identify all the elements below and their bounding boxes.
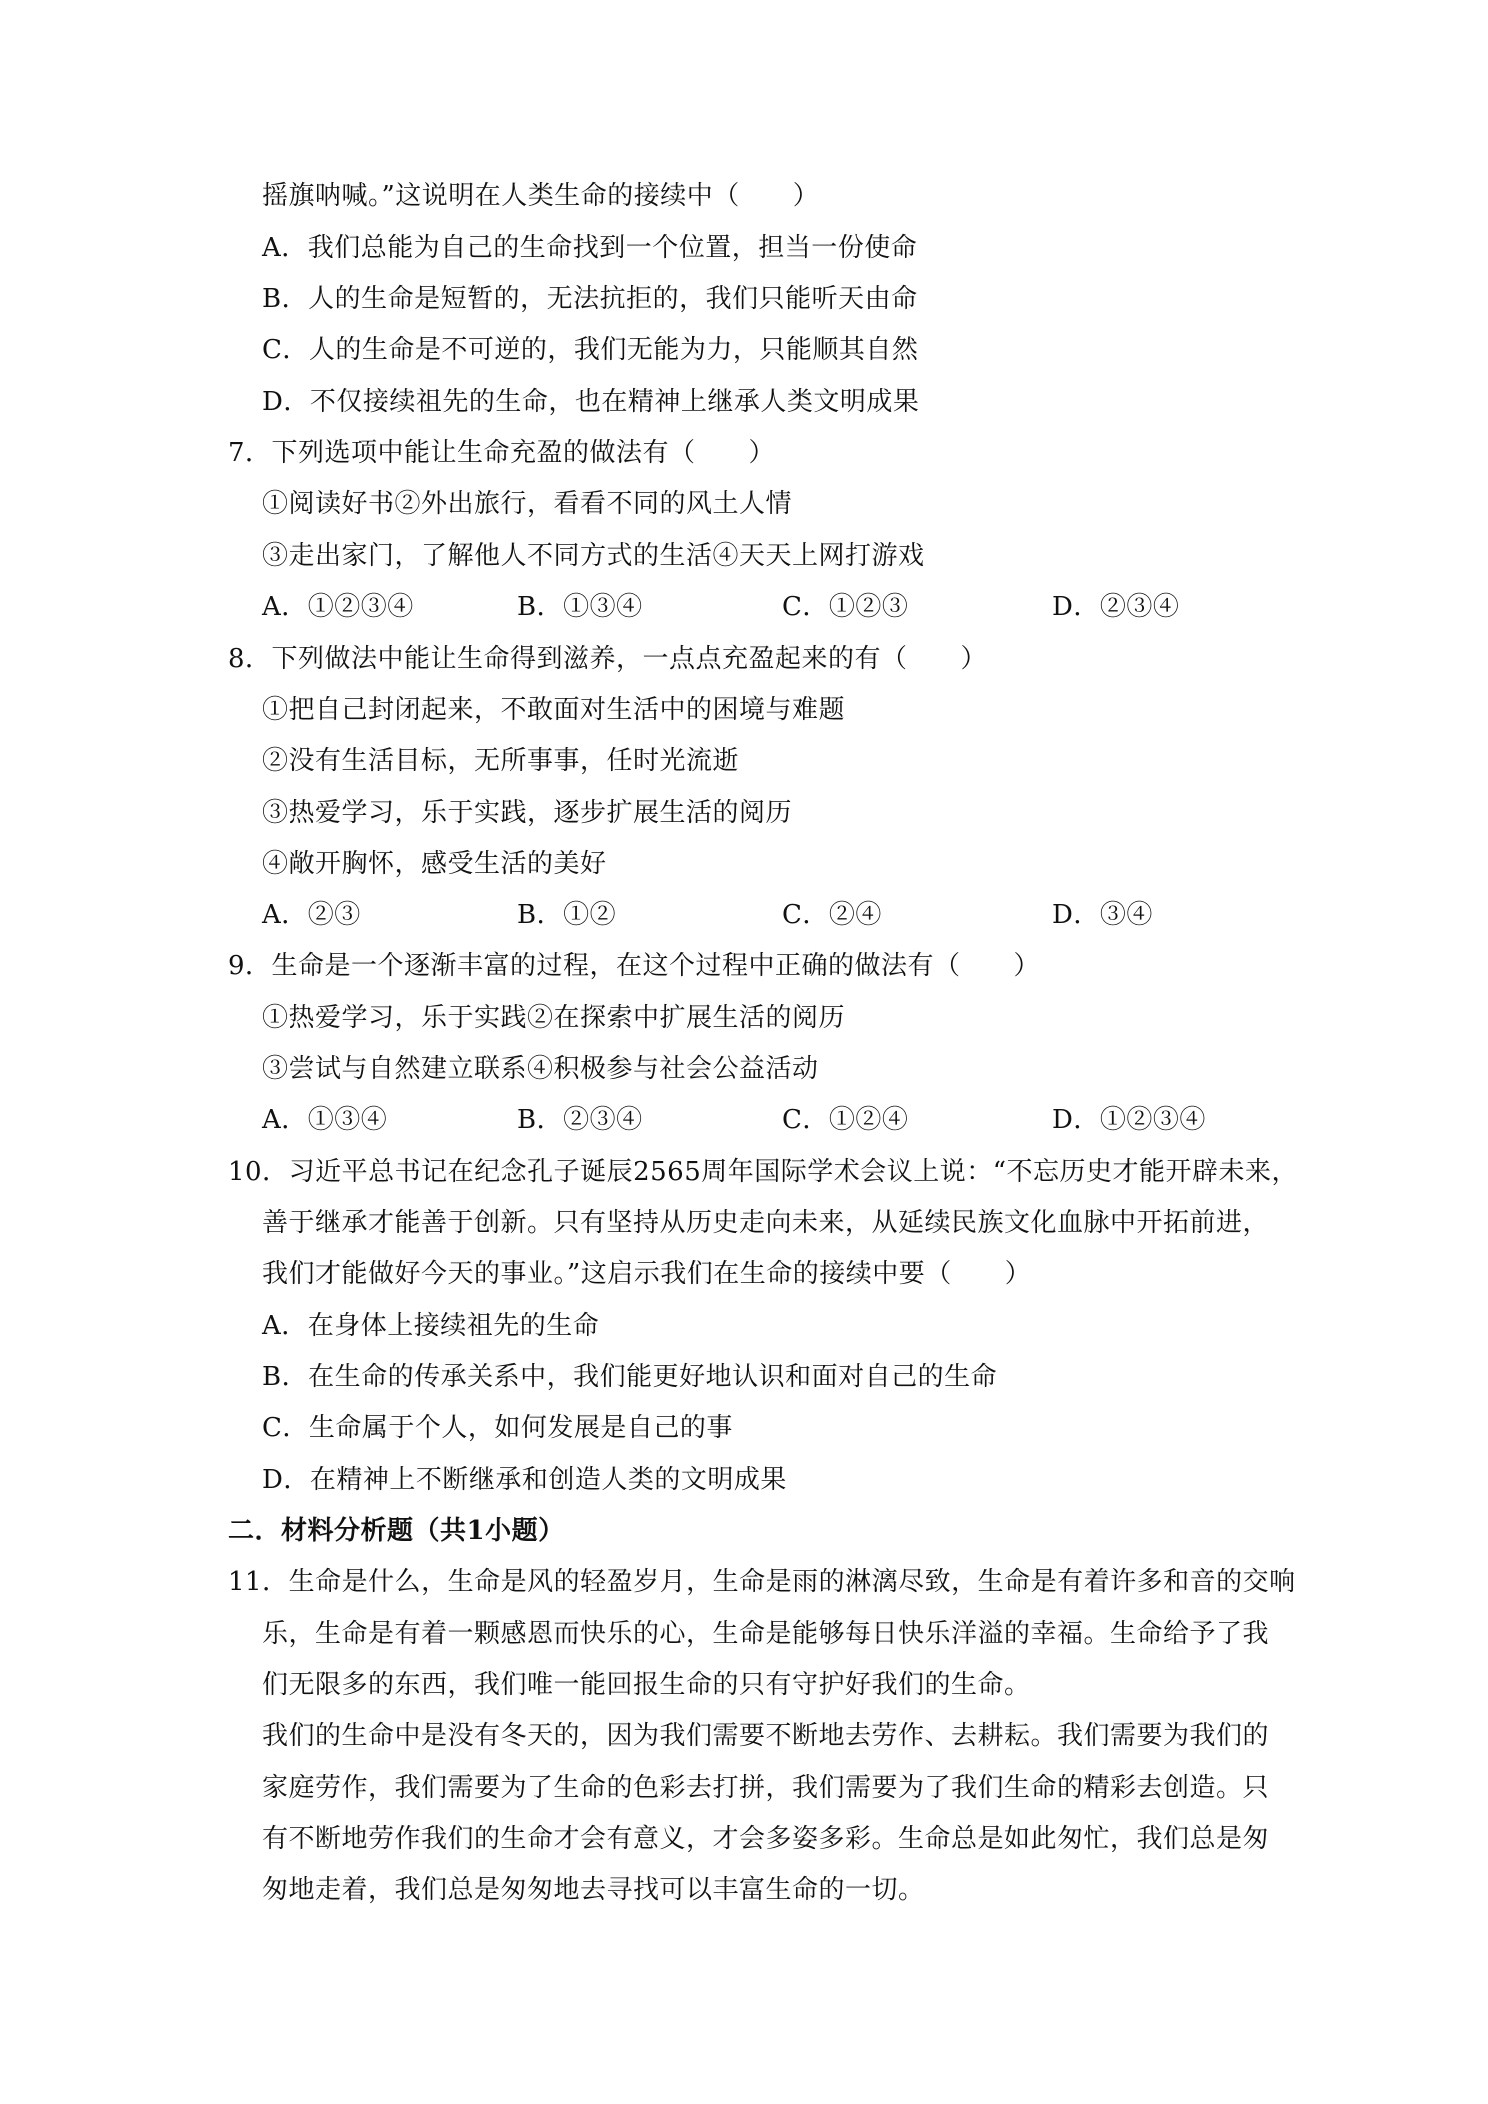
q6-option-a: A．我们总能为自己的生命找到一个位置，担当一份使命 (262, 233, 918, 263)
q11-material-line-7: 匆地走着，我们总是匆匆地去寻找可以丰富生命的一切。 (262, 1875, 925, 1905)
q7-option-d: D．②③④ (1052, 592, 1180, 622)
q7-statement-line-2: ③走出家门，了解他人不同方式的生活④天天上网打游戏 (262, 541, 925, 571)
q8-option-c: C．②④ (782, 900, 882, 930)
q7-option-b: B．①③④ (517, 592, 643, 622)
section-heading-material-analysis: 二．材料分析题（共1小题） (228, 1516, 565, 1546)
q8-statement-2: ②没有生活目标，无所事事，任时光流逝 (262, 746, 740, 776)
q9-statement-line-2: ③尝试与自然建立联系④积极参与社会公益活动 (262, 1054, 819, 1084)
q9-option-d: D．①②③④ (1052, 1105, 1206, 1135)
q10-stem-line-1: 10．习近平总书记在纪念孔子诞辰2565周年国际学术会议上说：“不忘历史才能开辟未来， (228, 1157, 1299, 1187)
q7-stem: 7．下列选项中能让生命充盈的做法有（ ） (228, 438, 776, 468)
q7-statement-line-1: ①阅读好书②外出旅行，看看不同的风土人情 (262, 489, 793, 519)
q9-option-c: C．①②④ (782, 1105, 909, 1135)
q11-material-line-2: 乐，生命是有着一颗感恩而快乐的心，生命是能够每日快乐洋溢的幸福。生命给予了我 (262, 1619, 1270, 1649)
q11-material-line-5: 家庭劳作，我们需要为了生命的色彩去打拼，我们需要为了我们生命的精彩去创造。只 (262, 1773, 1270, 1803)
q10-option-b: B．在生命的传承关系中，我们能更好地认识和面对自己的生命 (262, 1362, 998, 1392)
q9-statement-line-1: ①热爱学习，乐于实践②在探索中扩展生活的阅历 (262, 1003, 846, 1033)
q11-material-line-3: 们无限多的东西，我们唯一能回报生命的只有守护好我们的生命。 (262, 1670, 1031, 1700)
q8-option-b: B．①② (517, 900, 617, 930)
q11-material-line-6: 有不断地劳作我们的生命才会有意义，才会多姿多彩。生命总是如此匆忙，我们总是匆 (262, 1824, 1270, 1854)
q8-stem: 8．下列做法中能让生命得到滋养，一点点充盈起来的有（ ） (228, 644, 988, 674)
q8-statement-1: ①把自己封闭起来，不敢面对生活中的困境与难题 (262, 695, 846, 725)
q6-option-c: C．人的生命是不可逆的，我们无能为力，只能顺其自然 (262, 335, 919, 365)
q8-statement-3: ③热爱学习，乐于实践，逐步扩展生活的阅历 (262, 798, 793, 828)
q10-stem-line-2: 善于继承才能善于创新。只有坚持从历史走向未来，从延续民族文化血脉中开拓前进， (262, 1208, 1270, 1238)
q7-option-c: C．①②③ (782, 592, 909, 622)
q10-option-a: A．在身体上接续祖先的生命 (262, 1311, 600, 1341)
q11-material-line-1: 11．生命是什么，生命是风的轻盈岁月，生命是雨的淋漓尽致，生命是有着许多和音的交响 (228, 1567, 1296, 1597)
q8-option-a: A．②③ (262, 900, 361, 930)
q6-option-b: B．人的生命是短暂的，无法抗拒的，我们只能听天由命 (262, 284, 918, 314)
q11-material-line-4: 我们的生命中是没有冬天的，因为我们需要不断地去劳作、去耕耘。我们需要为我们的 (262, 1721, 1270, 1751)
q9-option-a: A．①③④ (262, 1105, 388, 1135)
q8-statement-4: ④敞开胸怀，感受生活的美好 (262, 849, 607, 879)
q10-option-c: C．生命属于个人，如何发展是自己的事 (262, 1413, 733, 1443)
q7-option-a: A．①②③④ (262, 592, 414, 622)
q6-option-d: D．不仅接续祖先的生命，也在精神上继承人类文明成果 (262, 387, 920, 417)
q8-option-d: D．③④ (1052, 900, 1153, 930)
q10-option-d: D．在精神上不断继承和创造人类的文明成果 (262, 1465, 787, 1495)
q10-stem-line-3: 我们才能做好今天的事业。”这启示我们在生命的接续中要（ ） (262, 1259, 1032, 1289)
q6-stem-continuation: 摇旗呐喊。”这说明在人类生命的接续中（ ） (262, 181, 820, 211)
q9-stem: 9．生命是一个逐渐丰富的过程，在这个过程中正确的做法有（ ） (228, 951, 1041, 981)
q9-option-b: B．②③④ (517, 1105, 643, 1135)
